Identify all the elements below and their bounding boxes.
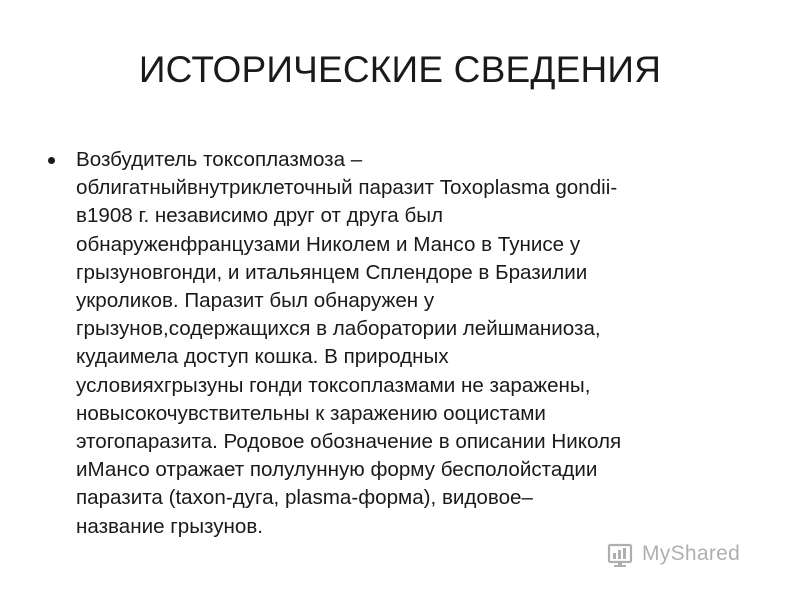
bullet-text-line: новысокочувствительны к заражению ооцистами	[76, 401, 546, 425]
slide-body	[48, 146, 760, 541]
bullet-text-line: этогопаразита. Родовое обозначение в описании Николя	[76, 430, 622, 454]
myshared-logo-icon	[606, 539, 636, 569]
myshared-watermark	[606, 536, 740, 572]
watermark-text: MyShared	[642, 542, 741, 565]
bullet-text-line: условияхгрызуны гонди токсоплазмами не заражены,	[76, 373, 591, 397]
bullet-text-line: в1908 г. независимо друг от друга был	[76, 204, 444, 228]
bullet-item	[48, 146, 760, 541]
slide-title: ИСТОРИЧЕСКИЕ СВЕДЕНИЯ	[138, 49, 662, 90]
bullet-text-line: кудаимела доступ кошка. В природных	[76, 345, 449, 369]
bullet-text-line: облигатныйвнутриклеточный паразит Toxoplasma gondii-	[76, 176, 618, 200]
bullet-text-line: Возбудитель токсоплазмоза –	[76, 148, 363, 171]
bullet-text-line: грызуновгонди, и итальянцем Сплендоре в Бразилии	[76, 260, 588, 284]
bullet-text-line: обнаруженфранцузами Николем и Мансо в Тунисе у	[76, 232, 581, 256]
bullet-text-line: название грызунов.	[76, 514, 264, 538]
bullet-text-line: грызунов,содержащихся в лаборатории лейшманиоза,	[76, 317, 601, 341]
bullet-text-line: паразита (taxon-дуга, plasma-форма), видовое–	[76, 486, 533, 510]
bullet-text-line: укроликов. Паразит был обнаружен у	[76, 289, 435, 313]
bullet-text-line: иМансо отражает полулунную форму бесполойстадии	[76, 458, 598, 482]
bullet-dot-icon	[48, 157, 55, 164]
